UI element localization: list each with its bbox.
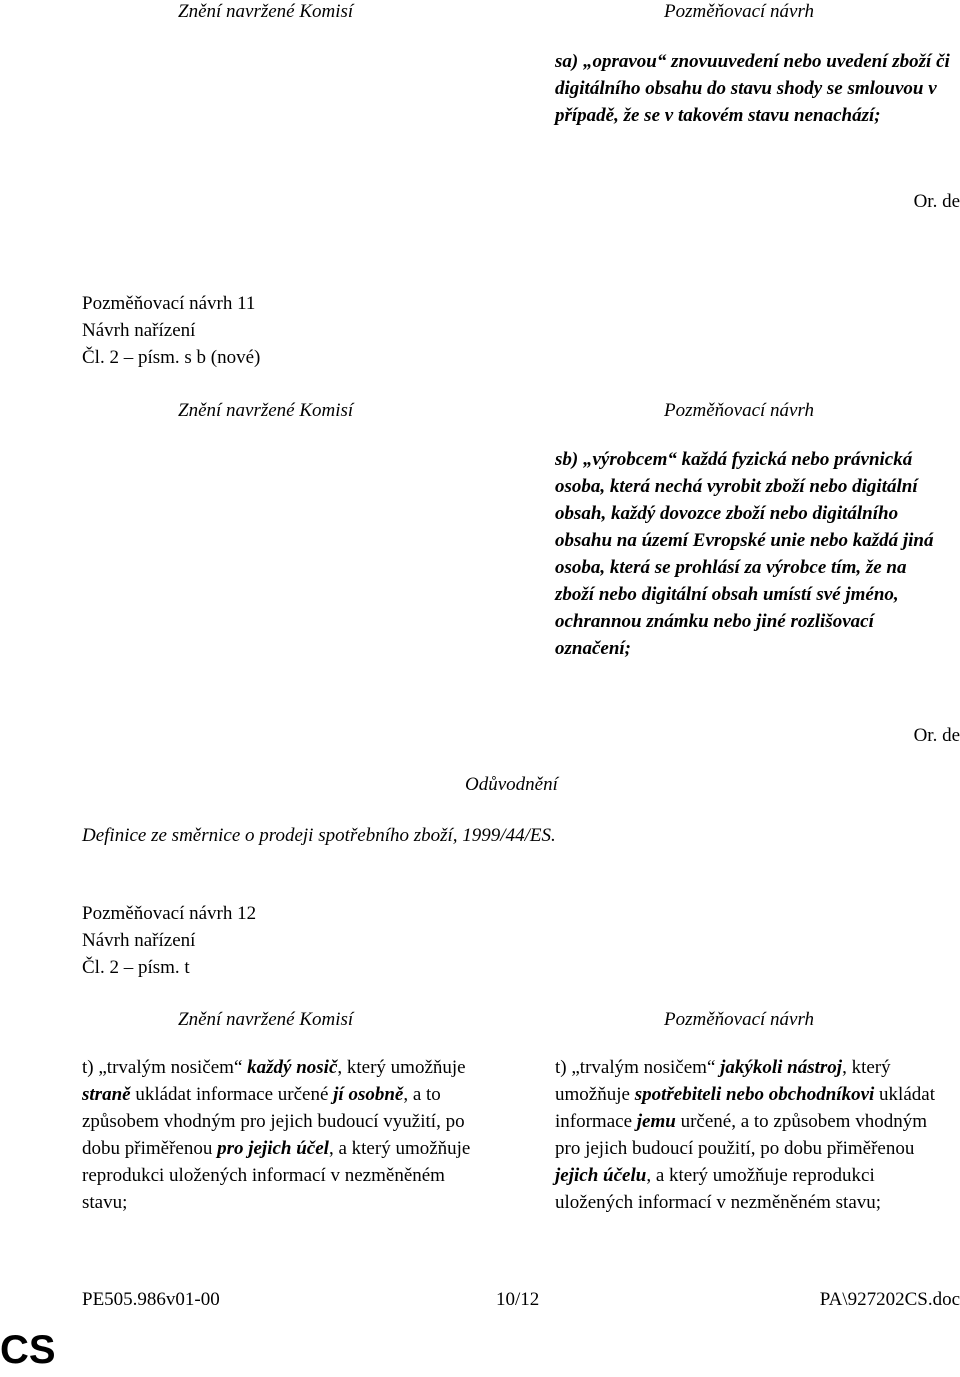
amendment-11-title: Pozměňovací návrh 11 [82, 293, 256, 314]
text-run: určené, a to způsobem vhodným pro jejich budoucí použití, po dobu přiměřenou [555, 1111, 927, 1159]
original-language-label: Or. de [913, 725, 960, 746]
column-header-commission-text: Znění navržené Komisí [178, 1, 354, 22]
text-run: , a který umožňuje reprodukci uložených informací v nezměněném stavu; [555, 1165, 882, 1213]
emphasized-change: jakýkoli nástroj [720, 1057, 843, 1078]
text-run: t) „trvalým nosičem“ [82, 1057, 248, 1078]
footer-page-number: 10/12 [496, 1289, 540, 1310]
text-run: , který umožňuje [555, 1057, 891, 1105]
column-header-amendment: Pozměňovací návrh [664, 1, 815, 22]
emphasized-change: každý nosič [247, 1057, 338, 1078]
text-run: , který umožňuje [337, 1057, 466, 1078]
column-header-amendment: Pozměňovací návrh [664, 400, 815, 421]
commission-text-t [82, 1054, 492, 1216]
text-run: , a to způsobem vhodným pro jejich budoucí využití, po dobu přiměřenou [82, 1084, 465, 1159]
amendment-11-act: Návrh nařízení [82, 320, 196, 341]
text-run: ukládat informace určené [130, 1084, 334, 1105]
text-run: , a který umožňuje reprodukci uložených informací v nezměněném stavu; [82, 1138, 471, 1213]
emphasized-change: pro jejich účel [217, 1138, 329, 1159]
emphasized-change: jejich účelu [555, 1165, 647, 1186]
emphasized-change: spotřebiteli nebo obchodníkovi [634, 1084, 875, 1105]
justification-title: Odůvodnění [465, 774, 558, 795]
text-run: t) „trvalým nosičem“ [555, 1057, 721, 1078]
language-code: CS [0, 1328, 56, 1372]
column-header-commission-text: Znění navržené Komisí [178, 400, 354, 421]
emphasized-change: straně [82, 1084, 131, 1105]
amendment-11-heading [82, 290, 260, 371]
column-header-amendment: Pozměňovací návrh [664, 1009, 815, 1030]
amendment-12-reference: Čl. 2 – písm. t [82, 957, 190, 978]
amendment-12-act: Návrh nařízení [82, 930, 196, 951]
emphasized-change: jemu [636, 1111, 676, 1132]
amendment-text-sa: sa) „opravou“ znovuuvedení nebo uvedení zboží či digitálního obsahu do stavu shody se smlouvou v případě, že se v takovém stavu nenachází; [555, 51, 950, 126]
original-language-label: Or. de [913, 191, 960, 212]
column-header-commission-text: Znění navržené Komisí [178, 1009, 354, 1030]
amendment-text-t [555, 1054, 955, 1216]
text-run: ukládat informace [555, 1084, 935, 1132]
justification-text: Definice ze směrnice o prodeji spotřebního zboží, 1999/44/ES. [82, 825, 556, 846]
amendment-text-sb: sb) „výrobcem“ každá fyzická nebo právnická osoba, která nechá vyrobit zboží nebo digitální obsah, každý dovozce zboží nebo digitálního obsahu na území Evropské unie nebo každá jiná osoba, která se prohlásí za výrobce tím, že na zboží nebo digitální obsah umístí své jméno, ochrannou známku nebo jiné rozlišovací označení; [555, 449, 934, 659]
amendment-11-reference: Čl. 2 – písm. s b (nové) [82, 347, 261, 368]
amendment-12-heading [82, 900, 256, 981]
amendment-12-title: Pozměňovací návrh 12 [82, 903, 257, 924]
footer-file-name: PA\927202CS.doc [819, 1289, 960, 1310]
footer-doc-reference: PE505.986v01-00 [82, 1289, 220, 1310]
emphasized-change: jí osobně [333, 1084, 404, 1105]
